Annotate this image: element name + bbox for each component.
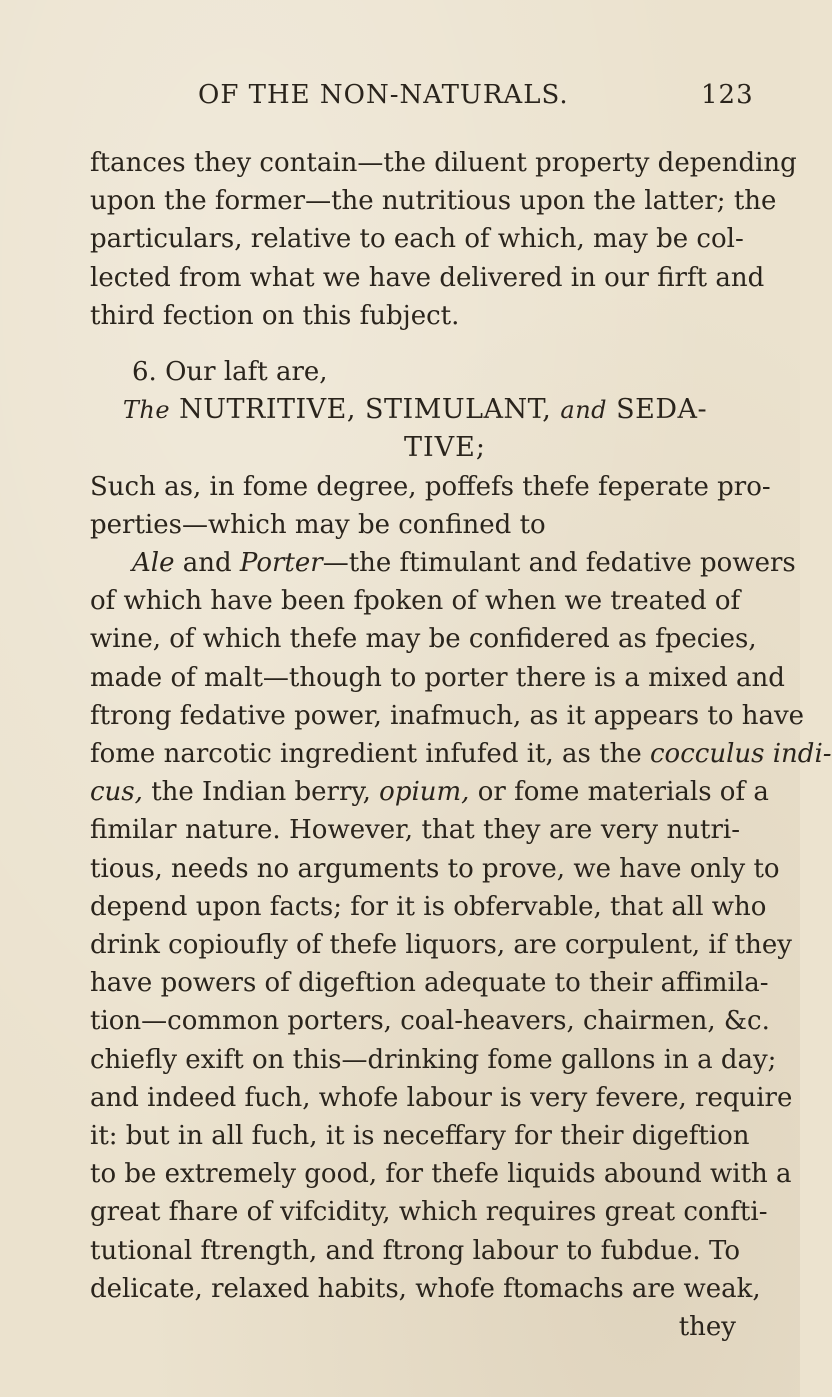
text-span: and <box>182 548 232 579</box>
running-head <box>198 80 758 120</box>
spacer <box>90 335 740 353</box>
text-line: made of malt—though to porter there is a mixed and <box>90 662 785 693</box>
text-line: have powers of digeftion adequate to their affimila- <box>90 968 769 999</box>
text-line: ftances they contain—the diluent property depending <box>90 148 797 178</box>
heading-main: NUTRITIVE, STIMULANT, <box>179 394 552 426</box>
text-span: or fome materials of a <box>477 777 769 808</box>
text-line: fimilar nature. However, that they are very nutri- <box>90 815 740 846</box>
text-line: and indeed fuch, whofe labour is very fevere, require <box>90 1082 793 1113</box>
text-line: upon the former—the nutritious upon the latter; the <box>90 186 777 217</box>
text-span: fome narcotic ingredient infufed it, as the <box>90 739 642 770</box>
italic-porter: Porter <box>239 548 323 579</box>
text-line: depend upon facts; for it is obfervable, that all who <box>90 891 767 922</box>
text-span: —the ftimulant and fedative powers <box>322 548 796 579</box>
text-line: tutional ftrength, and ftrong labour to fubdue. To <box>90 1235 740 1266</box>
text-line: wine, of which thefe may be confidered as fpecies, <box>90 624 757 655</box>
text-line: great fhare of vifcidity, which requires great confti- <box>90 1197 768 1228</box>
section-heading-continued: TIVE; <box>404 432 486 464</box>
catchword: they <box>678 1312 736 1343</box>
text-line: perties—which may be confined to <box>90 509 546 540</box>
text-line <box>90 773 769 811</box>
italic-ale: Ale <box>132 548 175 579</box>
heading-prefix: The <box>122 396 171 425</box>
text-line: Such as, in fome degree, poffefs thefe feperate pro- <box>90 471 771 502</box>
page-number: 123 <box>701 80 754 110</box>
text-line: it: but in all fuch, it is neceffary for their digeftion <box>90 1121 750 1152</box>
italic-cus: cus, <box>90 777 143 808</box>
body-text <box>90 144 832 1346</box>
text-line: to be extremely good, for thefe liquids abound with a <box>90 1159 792 1190</box>
text-line: tious, needs no arguments to prove, we have only to <box>90 853 780 884</box>
text-line <box>90 735 832 773</box>
italic-opium: opium, <box>379 777 470 808</box>
section-number-title: 6. Our laft are, <box>132 357 328 388</box>
text-line: chiefly exift on this—drinking fome gallons in a day; <box>90 1044 777 1075</box>
text-line: third fection on this fubject. <box>90 300 460 331</box>
text-line: delicate, relaxed habits, whofe ftomachs are weak, <box>90 1273 761 1304</box>
text-span: the Indian berry, <box>151 777 371 808</box>
text-line: tion—common porters, coal-heavers, chairmen, &c. <box>90 1006 770 1037</box>
running-title: OF THE NON-NATURALS. <box>198 80 569 110</box>
text-line: ftrong fedative power, inafmuch, as it appears to have <box>90 700 805 731</box>
section-heading <box>90 391 740 429</box>
heading-end: SEDA- <box>616 394 708 426</box>
text-line: lected from what we have delivered in our firft and <box>90 262 765 293</box>
text-line: drink copioufly of thefe liquors, are corpulent, if they <box>90 930 792 961</box>
text-line <box>90 544 796 582</box>
text-line: of which have been fpoken of when we treated of <box>90 586 741 617</box>
heading-and: and <box>560 396 608 425</box>
italic-cocculus: cocculus indi- <box>649 739 832 770</box>
text-line: particulars, relative to each of which, may be col- <box>90 224 744 255</box>
